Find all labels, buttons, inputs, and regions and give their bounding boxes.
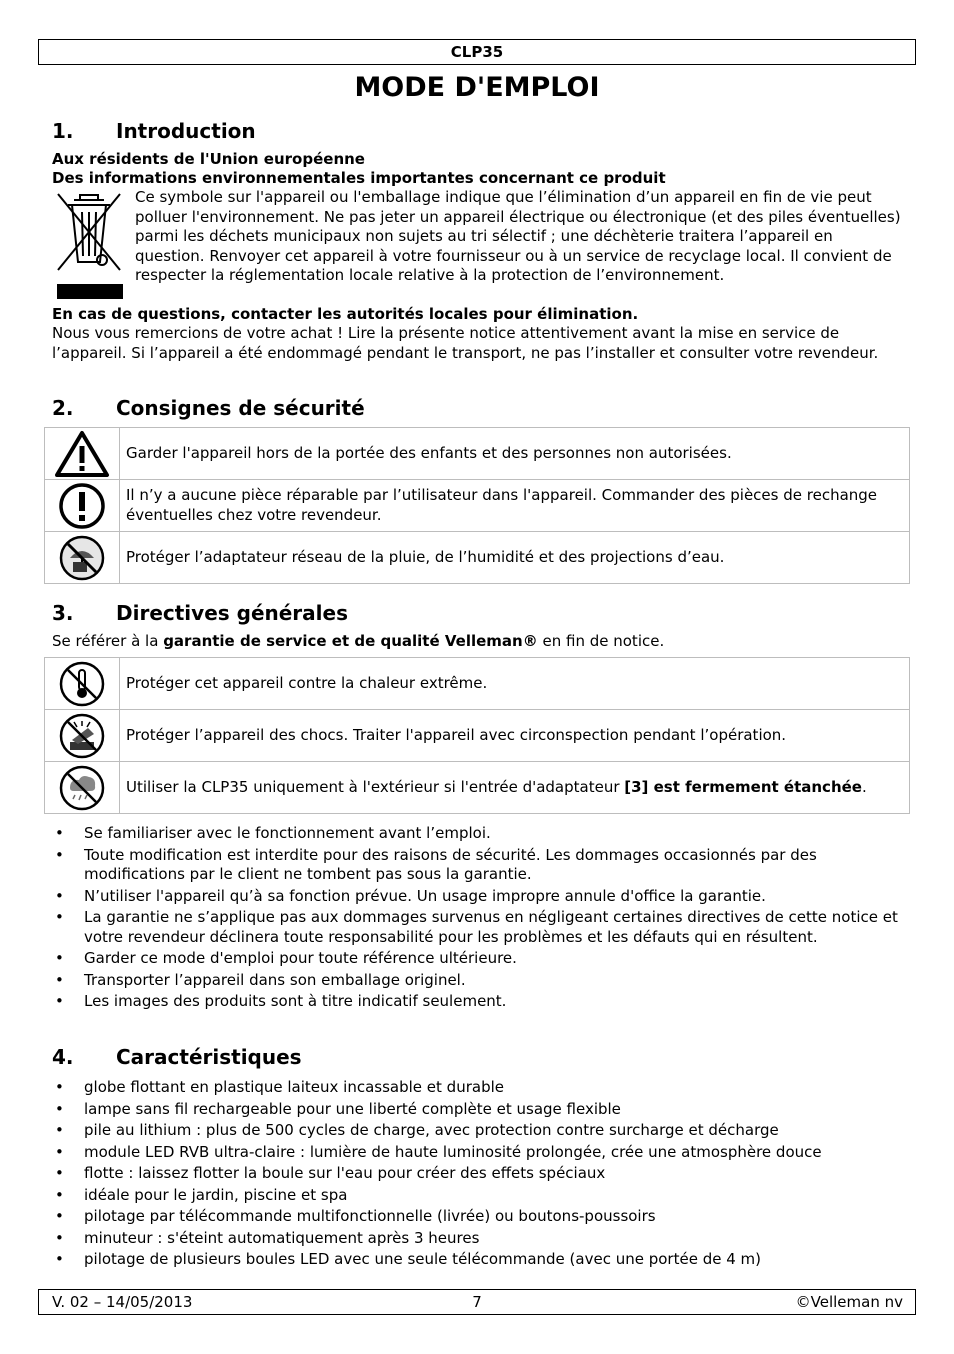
exclamation-circle-icon <box>58 482 106 530</box>
thanks-text: Nous vous remercions de votre achat ! Lire la présente notice attentivement avant la mise en service de l’appareil. Si l’appareil a été endommagé pendant le transport, ne pas l’installer et consulter votre revendeur. <box>52 324 879 362</box>
footer-page-number: 7 <box>472 1293 482 1311</box>
section-title: Introduction <box>116 119 256 143</box>
list-item: • Les images des produits sont à titre indicatif seulement. <box>55 992 507 1010</box>
header-model: CLP35 <box>38 39 916 65</box>
warning-triangle-icon <box>54 430 110 478</box>
list-item: • minuteur : s'éteint automatiquement après 3 heures <box>55 1228 480 1247</box>
table-row <box>45 428 910 480</box>
section-safety-heading <box>52 395 365 421</box>
no-rain-icon <box>58 534 106 582</box>
list-item: • N’utiliser l'appareil qu’à sa fonction prévue. Un usage impropre annule d'office la garantie. <box>55 886 766 905</box>
table-row <box>45 480 910 532</box>
list-item: • Transporter l’appareil dans son emballage originel. <box>55 970 466 989</box>
section-number: 4. <box>52 1045 74 1069</box>
list-item: • Se familiariser avec le fonctionnement avant l’emploi. <box>55 824 491 842</box>
list-item: • globe flottant en plastique laiteux incassable et durable <box>55 1078 504 1096</box>
list-item: • Toute modification est interdite pour des raisons de sécurité. Les dommages occasionnés par des modifications par le client ne tombent pas sous la garantie. <box>55 845 817 883</box>
list-item: • module LED RVB ultra-claire : lumière de haute luminosité prolongée, crée une atmosphère douce <box>55 1142 822 1161</box>
table-row <box>45 762 910 814</box>
list-item: • pile au lithium : plus de 500 cycles de charge, avec protection contre surcharge et décharge <box>55 1121 779 1139</box>
no-shock-icon <box>58 712 106 760</box>
list-item: • pilotage par télécommande multifonctionnelle (livrée) ou boutons-poussoirs <box>55 1207 656 1225</box>
features-bullets <box>52 1078 902 1272</box>
section-features-heading <box>52 1044 302 1070</box>
section-number: 1. <box>52 119 74 143</box>
general-table <box>44 657 910 814</box>
page-footer <box>38 1289 916 1315</box>
safety-table <box>44 427 910 584</box>
section-intro-heading <box>52 118 256 144</box>
section-title: Caractéristiques <box>116 1045 302 1069</box>
general-text: Utiliser la CLP35 uniquement à l'extérieur si l'entrée d'adaptateur [3] est fermement étanchée. <box>120 762 910 814</box>
weee-bin-icon <box>54 190 124 302</box>
section-number: 2. <box>52 396 74 420</box>
list-item: • flotte : laissez flotter la boule sur l'eau pour créer des effets spéciaux <box>55 1164 606 1182</box>
safety-text: Garder l'appareil hors de la portée des enfants et des personnes non autorisées. <box>120 428 910 480</box>
list-item: • lampe sans fil rechargeable pour une liberté complète et usage flexible <box>55 1099 621 1118</box>
general-bullets <box>52 824 902 1014</box>
env-heading: Des informations environnementales importantes concernant ce produit <box>52 169 666 187</box>
footer-copyright: ©Velleman nv <box>795 1293 903 1311</box>
footer-version: V. 02 – 14/05/2013 <box>52 1293 193 1311</box>
list-item: • Garder ce mode d'emploi pour toute référence ultérieure. <box>55 949 517 967</box>
table-row <box>45 658 910 710</box>
safety-text: Protéger l’adaptateur réseau de la pluie, de l’humidité et des projections d’eau. <box>120 532 910 584</box>
general-text: Protéger l’appareil des chocs. Traiter l'appareil avec circonspection pendant l’opération. <box>120 710 910 762</box>
list-item: • La garantie ne s’applique pas aux dommages survenus en négligeant certaines directives de cette notice et votre revendeur déclinera toute responsabilité pour les problèmes et les défauts qui en résultent. <box>55 908 898 946</box>
outdoor-icon <box>58 764 106 812</box>
list-item: • pilotage de plusieurs boules LED avec une seule télécommande (avec une portée de 4 m) <box>55 1250 761 1268</box>
safety-text: Il n’y a aucune pièce réparable par l’utilisateur dans l'appareil. Commander des pièces de rechange éventuelles chez votre revendeur. <box>120 480 910 532</box>
section-title: Consignes de sécurité <box>116 396 365 420</box>
table-row <box>45 710 910 762</box>
page-title: MODE D'EMPLOI <box>354 72 600 103</box>
general-text: Protéger cet appareil contre la chaleur extrême. <box>120 658 910 710</box>
table-row <box>45 532 910 584</box>
list-item: • idéale pour le jardin, piscine et spa <box>55 1185 348 1204</box>
general-intro: Se référer à la garantie de service et de qualité Velleman® en fin de notice. <box>52 632 665 650</box>
weee-text: Ce symbole sur l'appareil ou l'emballage indique que l’élimination d’un appareil en fin de vie peut polluer l'environnement. Ne pas jeter un appareil électrique ou électronique (et des piles éventuelles) parmi les déchets municipaux non sujets au tri sélectif ; une déchèterie traitera l’appareil en question. Renvoyer cet appareil à votre fournisseur ou à un service de recyclage local. Il convient de respecter la réglementation locale relative à la protection de l’environnement. <box>135 188 901 284</box>
eu-heading: Aux résidents de l'Union européenne <box>52 150 365 168</box>
questions-text: En cas de questions, contacter les autorités locales pour élimination. <box>52 305 639 323</box>
no-heat-icon <box>58 660 106 708</box>
section-general-heading <box>52 600 348 626</box>
section-title: Directives générales <box>116 601 348 625</box>
section-number: 3. <box>52 601 74 625</box>
